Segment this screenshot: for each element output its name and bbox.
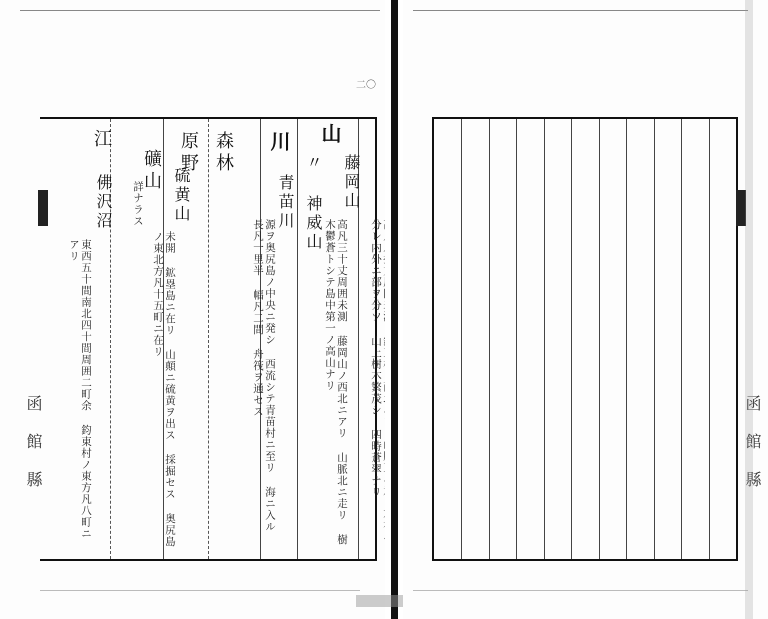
ruled-line xyxy=(654,119,655,559)
ruled-line xyxy=(544,119,545,559)
top-rule xyxy=(413,10,748,11)
heading-river: 川 xyxy=(267,131,291,157)
entry-name: 〃 神威山 xyxy=(304,154,323,252)
right-edge-label: 函館縣 xyxy=(743,395,762,509)
entry-name: 詳ナラス xyxy=(132,181,144,227)
ruled-line xyxy=(681,119,682,559)
ruled-line xyxy=(571,119,572,559)
ruled-line xyxy=(516,119,517,559)
ruled-line xyxy=(489,119,490,559)
entry-name: 佛沢沼 xyxy=(94,174,113,231)
entry-note: 分レ内外ニ部ヲ分ツ 山上樹木繁茂シ 四時蒼翠ナリ xyxy=(370,219,382,498)
entry-name: 藤岡山 xyxy=(342,154,361,211)
ruled-line xyxy=(461,119,462,559)
entry-name: 硫黄山 xyxy=(172,167,191,224)
left-table xyxy=(40,117,382,561)
heading-field: 原野 xyxy=(178,131,199,175)
right-page xyxy=(403,0,768,619)
spine-binding xyxy=(391,0,398,619)
folio-number: 二〇 xyxy=(356,80,376,91)
left-edge-label: 函館縣 xyxy=(24,395,43,509)
heading-forest: 森林 xyxy=(213,131,234,175)
entry-note: 高凡三十丈周囲未測 藤岡山ノ西北ニアリ 山脈北ニ走リ 樹木鬱蒼トシテ島中第一ノ高山ナリ xyxy=(324,219,348,546)
entry-note: 源ヲ奥尻島ノ中央ニ発シ 西流シテ青苗村ニ至リ 海ニ入ル 長凡一里半 幅凡二間 舟筏ヲ通セス xyxy=(252,219,276,533)
entry-note: 東西五十間南北四十間周囲二町余 鈞東村ノ東方凡八町ニアリ xyxy=(68,239,92,540)
heading-bay: 江 xyxy=(91,129,112,151)
heading-mountain: 山 xyxy=(318,123,342,149)
heading-mine: 礦山 xyxy=(141,149,162,193)
right-ruled-table xyxy=(432,117,738,561)
ruled-line xyxy=(709,119,710,559)
entry-name: 青苗川 xyxy=(276,174,295,231)
top-rule xyxy=(20,10,380,11)
entry-note: 未開 鉱塁島ニ在リ 山顛ニ硫黄ヲ出ス 採掘セス 奥尻島ノ東北方凡十五町ニ在リ xyxy=(152,231,176,548)
ruled-line xyxy=(626,119,627,559)
ruled-line xyxy=(599,119,600,559)
